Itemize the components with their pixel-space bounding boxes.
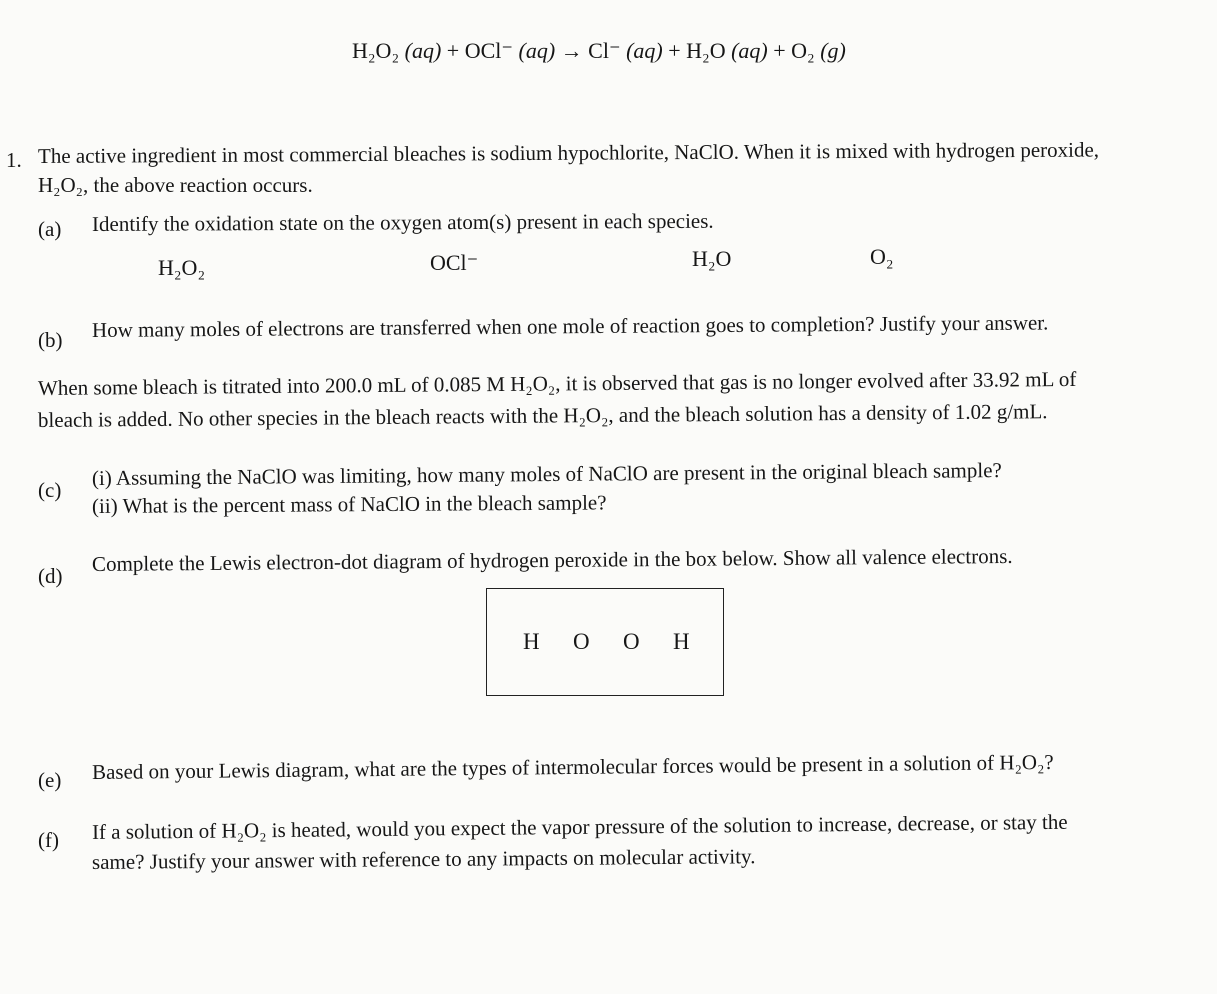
part-f-line1-b: is heated, would you expect the vapor pressure of the solution to increase, decrease, or stay the bbox=[271, 809, 1068, 843]
atom-o-left: O bbox=[573, 629, 590, 654]
titration-line2 bbox=[38, 399, 1048, 433]
titration-line1-a: When some bleach is titrated into 200.0 mL of 0.085 M bbox=[37, 371, 506, 400]
part-c-line1: (i) Assuming the NaClO was limiting, how many moles of NaClO are present in the original bleach sample? bbox=[91, 458, 1002, 490]
titration-line2-formula: H₂O₂, bbox=[563, 402, 614, 428]
eq-plus-1: + bbox=[446, 38, 460, 63]
part-e-label: (e) bbox=[38, 768, 62, 792]
part-d-text: Complete the Lewis electron-dot diagram of hydrogen peroxide in the box below. Show all valence electrons. bbox=[91, 543, 1013, 576]
part-f-formula: H₂O₂ bbox=[221, 818, 267, 843]
eq-aq-2: (aq) bbox=[518, 38, 556, 63]
part-e-text bbox=[92, 750, 1054, 785]
eq-cl: Cl⁻ bbox=[588, 38, 621, 63]
part-a-text: Identify the oxidation state on the oxygen atom(s) present in each species. bbox=[91, 208, 714, 236]
titration-line2-a: bleach is added. No other species in the bleach reacts with the bbox=[37, 403, 559, 432]
part-a-label: (a) bbox=[38, 217, 62, 241]
part-e-formula: H₂O₂? bbox=[999, 749, 1054, 775]
eq-arrow: → bbox=[560, 38, 583, 63]
atom-o-right: O bbox=[623, 629, 640, 654]
intro-rest: the above reaction occurs. bbox=[93, 173, 313, 197]
species-ocl: OCl⁻ bbox=[430, 250, 479, 275]
question-intro-line1: The active ingredient in most commercial bleaches is sodium hypochlorite, NaClO. When it is mixed with hydrogen peroxide, bbox=[37, 137, 1100, 168]
part-c-line2: (ii) What is the percent mass of NaClO in the bleach sample? bbox=[91, 490, 607, 518]
eq-ocl: OCl⁻ bbox=[464, 38, 513, 63]
part-f-label: (f) bbox=[38, 828, 59, 852]
lewis-diagram-box[interactable] bbox=[486, 588, 724, 696]
question-number: 1. bbox=[6, 148, 22, 172]
eq-h2o2: H₂O₂ bbox=[352, 38, 400, 63]
eq-aq-3: (aq) bbox=[626, 38, 663, 63]
eq-plus-2: + bbox=[668, 38, 681, 63]
titration-line1 bbox=[38, 367, 1077, 401]
part-e-text-a: Based on your Lewis diagram, what are the types of intermolecular forces would be present in a solution of bbox=[91, 750, 995, 784]
intro-formula: H₂O₂, bbox=[38, 173, 89, 197]
part-d-label: (d) bbox=[38, 564, 63, 588]
part-b-label: (b) bbox=[38, 328, 63, 352]
species-h2o: H₂O bbox=[692, 246, 732, 271]
atom-h-left: H bbox=[523, 629, 540, 654]
eq-plus-3: + bbox=[773, 38, 786, 63]
eq-aq-4: (aq) bbox=[731, 38, 768, 63]
eq-g: (g) bbox=[820, 38, 846, 63]
species-o2: O₂ bbox=[870, 244, 894, 269]
titration-line2-b: and the bleach solution has a density of 1.02 g/mL. bbox=[618, 399, 1048, 427]
reaction-equation bbox=[352, 38, 846, 64]
eq-aq-1: (aq) bbox=[404, 38, 442, 63]
part-f-line1 bbox=[92, 810, 1068, 845]
titration-line1-formula: H₂O₂, bbox=[510, 371, 561, 396]
part-b-text: How many moles of electrons are transferred when one mole of reaction goes to completion? Justify your answer. bbox=[91, 310, 1049, 342]
eq-h2o: H₂O bbox=[686, 38, 726, 63]
question-intro-line2 bbox=[38, 173, 313, 198]
atom-h-right: H bbox=[673, 629, 690, 654]
part-c-label: (c) bbox=[38, 478, 62, 502]
part-f-line1-a: If a solution of bbox=[91, 818, 217, 844]
eq-o2: O₂ bbox=[791, 38, 815, 63]
species-h2o2: H₂O₂ bbox=[158, 255, 206, 280]
titration-line1-b: it is observed that gas is no longer evolved after 33.92 mL of bbox=[565, 366, 1077, 396]
part-f-line2: same? Justify your answer with reference to any impacts on molecular activity. bbox=[91, 844, 756, 874]
